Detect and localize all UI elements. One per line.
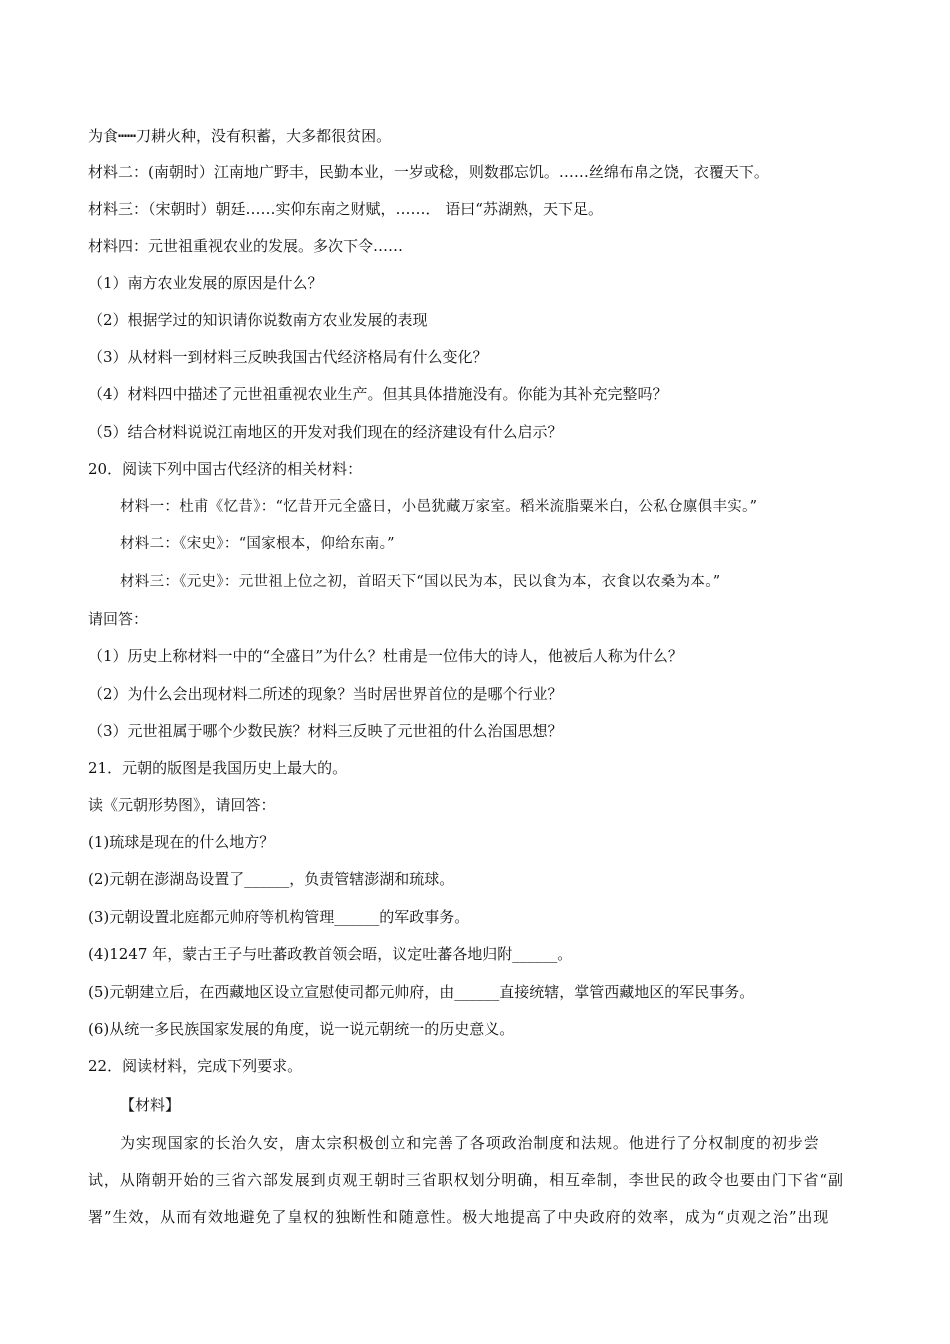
question-20-heading: 20．阅读下列中国古代经济的相关材料： (88, 460, 363, 478)
question-21-5: (5)元朝建立后，在西藏地区设立宣慰使司都元帅府，由______直接统辖，掌管西藏地区的军民事务。 (88, 983, 755, 1001)
question-19-5: （5）结合材料说说江南地区的开发对我们现在的经济建设有什么启示？ (88, 423, 563, 441)
question-21-3: (3)元朝设置北庭都元帅府等机构管理______的军政事务。 (88, 908, 470, 926)
material-3-line: 材料三：（宋朝时）朝廷……实仰东南之财赋，……． 语曰“苏湖熟，天下足。 (88, 200, 603, 218)
question-21-4: (4)1247 年，蒙古王子与吐蕃政教首领会晤，议定吐蕃各地归附______。 (88, 945, 573, 963)
question-20-2: （2）为什么会出现材料二所述的现象？当时居世界首位的是哪个行业？ (88, 685, 563, 703)
question-21-2: (2)元朝在澎湖岛设置了______，负责管辖澎湖和琉球。 (88, 870, 455, 888)
question-19-1: （1）南方农业发展的原因是什么？ (88, 274, 323, 292)
material-4-line: 材料四：元世祖重视农业的发展。多次下令…… (88, 237, 404, 255)
question-20-3: （3）元世祖属于哪个少数民族？材料三反映了元世祖的什么治国思想？ (88, 722, 563, 740)
q20-material-2: 材料二：《宋史》：“国家根本，仰给东南。” (120, 536, 395, 552)
q22-material-label: 【材料】 (120, 1096, 181, 1114)
q20-material-1: 材料一：杜甫《忆昔》：“忆昔开元全盛日，小邑犹藏万家室。稻米流脂粟米白，公私仓廪俱丰实。” (120, 499, 758, 515)
question-20-1: （1）历史上称材料一中的“全盛日”为什么？杜甫是一位伟大的诗人，他被后人称为什么？ (88, 647, 683, 665)
q20-answer-prompt: 请回答： (88, 610, 149, 628)
text-line-1: 为食┅┅刀耕火种，没有积蓄，大多都很贫困。 (88, 127, 392, 145)
q20-material-3: 材料三：《元史》：元世祖上位之初，首昭天下“国以民为本，民以食为本，衣食以农桑为本。” (120, 574, 721, 590)
question-21-6: (6)从统一多民族国家发展的角度，说一说元朝统一的历史意义。 (88, 1020, 515, 1038)
q21-map-prompt: 读《元朝形势图》，请回答： (88, 796, 276, 814)
question-19-3: （3）从材料一到材料三反映我国古代经济格局有什么变化？ (88, 348, 488, 366)
q22-paragraph-line-2: 试，从隋朝开始的三省六部发展到贞观王朝时三省职权划分明确，相互牵制，李世民的政令也要由门下省“副 (88, 1171, 844, 1189)
q22-paragraph-line-1: 为实现国家的长治久安，唐太宗积极创立和完善了各项政治制度和法规。他进行了分权制度的初步尝 (120, 1134, 820, 1152)
question-22-heading: 22．阅读材料，完成下列要求。 (88, 1057, 303, 1075)
material-2-line: 材料二：(南朝时）江南地广野丰，民勤本业，一岁或稔，则数郡忘饥。……丝绵布帛之饶，衣覆天下。 (88, 163, 769, 181)
question-21-heading: 21．元朝的版图是我国历史上最大的。 (88, 759, 348, 777)
question-21-1: (1)琉球是现在的什么地方？ (88, 833, 275, 851)
q22-paragraph-line-3: 署”生效，从而有效地避免了皇权的独断性和随意性。极大地提高了中央政府的效率，成为“贞观之治”出现 (88, 1208, 830, 1226)
question-19-4: （4）材料四中描述了元世祖重视农业生产。但其具体措施没有。你能为其补充完整吗？ (88, 385, 668, 403)
question-19-2: （2）根据学过的知识请你说数南方农业发展的表现 (88, 311, 428, 329)
